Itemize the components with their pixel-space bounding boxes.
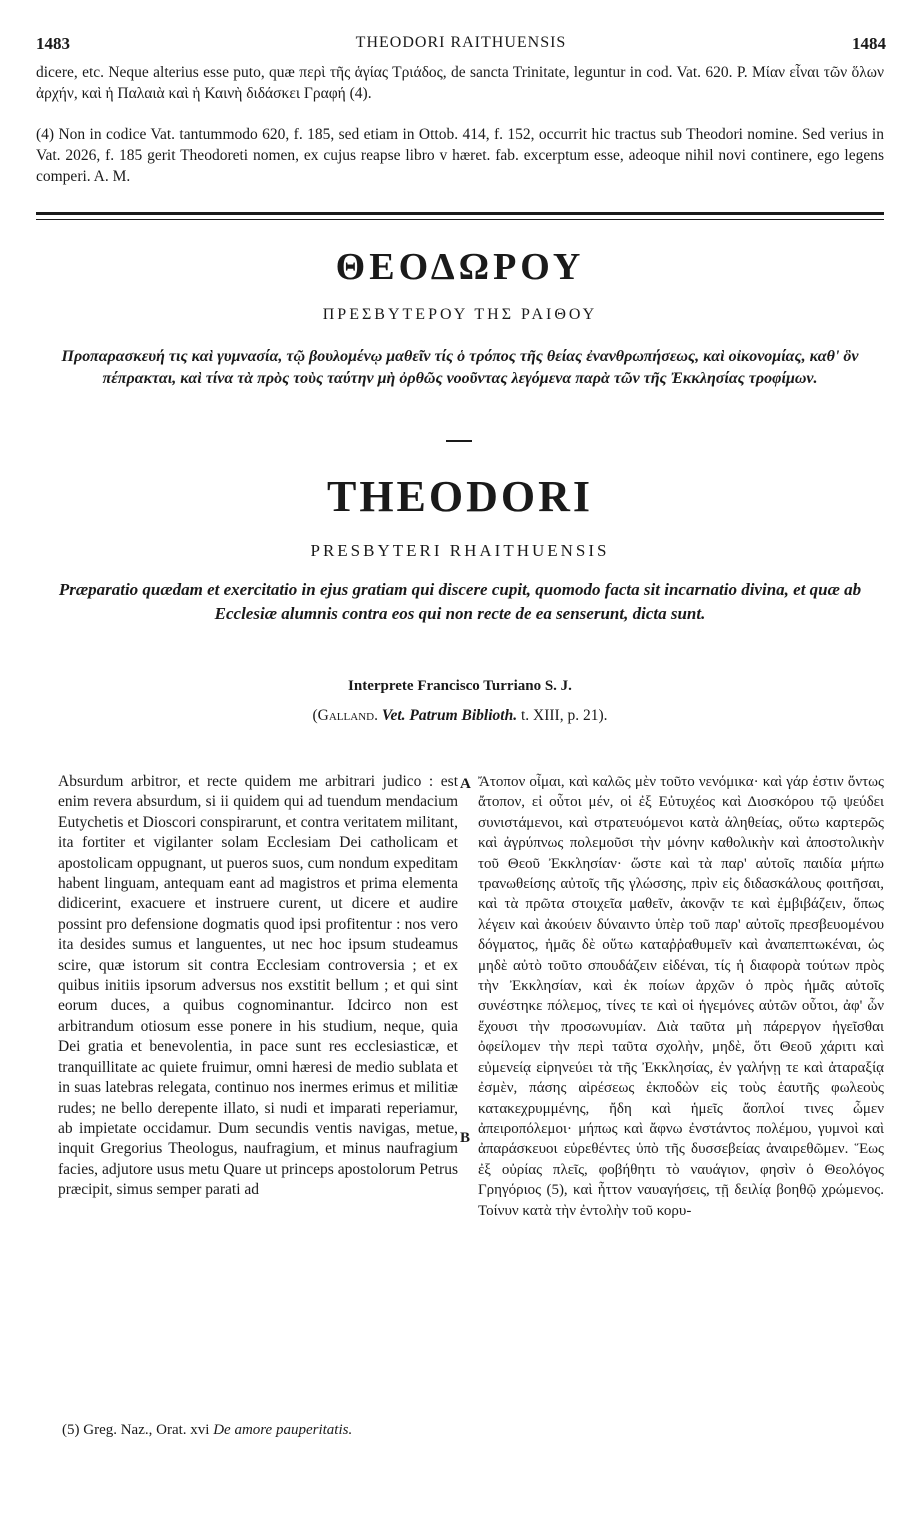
latin-title: THEODORI [326,472,594,521]
column-marker-a: A [460,776,471,792]
latin-column: Absurdum arbitror, et recte quidem me arbitrari judico : est enim revera absurdum, si ii quidem qui ad tuendum mendacium Eutychetis et Dioscori conspirarunt, et contra veritatem militant, ita fortiter et vigilanter solam Ecclesiam Dei catholicam et apostolicam oppugnant, ut pueros suos, cum nondum expeditam habent linguam, antequam eant ad magistros et prima elementa didicerint, exacuere et instruere curent, ut dicere et audire possint pro defensione dogmatis quod ipsi profitentur : nos vero ita desides sumus et languentes, ut nec hoc ipsum studeamus scire, quæ istorum sit contra Ecclesiam controversia ; et ex quibus initiis ipsorum adversus nos exstitit bellum ; et qui sint eorum duces, a quibus cognominantur. Idcirco non est arbitrandum otiosum esse ponere in his studium, neque, quia Dei gratia et benevolentia, in pace sunt res ecclesiasticæ, et tranquillitate ac quiete fruimur, omni hæresi de medio sublata et in suas latebras relegata, continuo nos inermes erimus et militiæ rudes; ne bello derepente illato, si nudi et imparati reperiamur, ab impietate occidamur. Dum secundis ventis navigas, metue, inquit Gregorius Theologus, naufragium, et minus naufragium facies, adjutore usus metu Quare ut princeps apostolorum Petrus præcipit, simus semper parati ad [58,773,458,1199]
footnote-text: (5) Greg. Naz., Orat. xvi [62,1422,210,1438]
section-divider-rule [36,212,884,220]
running-title: THEODORI RAITHUENSIS [355,34,567,51]
source-author: Galland. [317,707,378,724]
greek-title: ΘΕΟΔΩΡΟΥ [335,246,585,288]
source-citation: (Galland. Vet. Patrum Biblioth. t. XIII, p. 21). [312,707,608,724]
footnote-title: De amore pauperitatis. [213,1422,353,1438]
greek-description: Προπαρασκευή τις καὶ γυμνασία, τῷ βουλομένῳ μαθεῖν τίς ὁ τρόπος τῆς θείας ἐνανθρωπήσεως, καὶ οἰκονομίας, καθ' ὃν πέπρακται, καὶ τίνα τὰ πρὸς τοὺς ταύτην μὴ ὀρθῶς νοοῦντας λεγόμενα παρὰ τῶν τῆς Ἐκκλησίας τροφίμων. [61,348,859,387]
page-number-left: 1483 [36,34,70,53]
interpreter-line: Interprete Francisco Turriano S. J. [348,678,572,694]
column-marker-b: B [460,1130,471,1146]
previous-section-footnote: (4) Non in codice Vat. tantummodo 620, f. 185, sed etiam in Ottob. 414, f. 152, occurrit hic tractus sub Theodori nomine. Sed verius in Vat. 2026, f. 185 gerit Theodoreti nomen, ex cujus reapse libro v hæret. fab. excerptum esse, adeoque nihil novi continere, ego legens comperi. A. M. [36,126,884,185]
running-header [36,34,886,56]
source-ref: t. XIII, p. 21). [520,707,608,724]
greek-subtitle: ΠΡΕΣΒΥΤΕΡΟΥ ΤΗΣ ΡΑΙΘΟΥ [322,306,598,323]
latin-subtitle: PRESBYTERI RHAITHUENSIS [310,541,610,560]
heading-dash [446,440,472,442]
source-work: Vet. Patrum Biblioth. [381,707,518,724]
footnote [62,1420,662,1440]
greek-column: Ἄτοπον οἶμαι, καὶ καλῶς μὲν τοῦτο νενόμικα· καὶ γάρ ἐστιν ὄντως ἄτοπον, εἰ οὗτοι μέν, οἱ ἐξ Εὐτυχέος καὶ Διοσκόρου τῷ ψεύδει συνιστάμενοι, καὶ στρατευόμενοι κατὰ ἀληθείας, οὕτω καρτερῶς καὶ ἀγρύπνως πολεμοῦσι τὴν μόνην καθολικὴν καὶ ἀποστολικὴν τοῦ Θεοῦ Ἐκκλησίαν· ὥστε καὶ τὰ παρ' αὐτοῖς παιδία μήπω τρανωθείσης αὐτοῖς τῆς γλώσσης, πρὶν εἰς διδασκάλους φοιτῆσαι, καὶ τὰ πρῶτα στοιχεῖα μαθεῖν, ἀκονᾷν τε καὶ ἐμβιβάζειν, ὅπως λέγειν καὶ ἀκούειν δύναιντο ὑπὲρ τοῦ παρ' αὐτοῖς πρεσβευομένου δόγματος, ἡμᾶς δὲ οὕτω καταῤῥαθυμεῖν καὶ ἀναπεπτωκέναι, ὡς μηδὲ αὐτὸ τοῦτο σπουδάζειν εἰδέναι, τίς ἡ διαφορὰ τούτων πρὸς τὴν Ἐκκλησίαν, καὶ ἐκ ποίων ἀρχῶν ὁ πρὸς ἡμᾶς αὐτοῖς συνέστηκε πόλεμος, τίνες τε καὶ οἱ ἡγεμόνες αὐτῶν οὗτοι, ἀφ' ὧν ἔχουσι τὴν προσωνυμίαν. Διὰ ταῦτα μὴ πάρεργον ἡγεῖσθαι ὀφείλομεν τὴν περὶ ταῦτα σχολὴν, μηδὲ, ὅτι Θεοῦ χάριτι καὶ εὐμενείᾳ εἰρηνεύει τὰ τῆς Ἐκκλησίας, ἐν γαλήνῃ τε καὶ ἀταραξίᾳ ἐσμὲν, πάσης αἱρέσεως ἐκποδὼν εἰς τοὺς ἑαυτῆς φωλεοὺς κατακεχρυμμένης, ἤδη καὶ ἡμεῖς ἄοπλοί τινες ὦμεν ἀπειροπόλεμοι· μήπως καὶ ἄφνω ἐνστάντος πολέμου, γυμνοὶ καὶ ἀπαράσκευοι εὑρεθέντες ὑπὸ τῆς δυσσεβείας ἀναιρεθῶμεν. Ἕως ἐξ οὐρίας πλεῖς, φοβήθητι τὸ ναυάγιον, φησὶν ὁ Θεολόγος Γρηγόριος (5), καὶ ἧττον ναυαγήσεις, τῇ δειλίᾳ βοηθῷ χρώμενος. Τοίνυν κατὰ τὴν ἐντολὴν τοῦ κορυ- [478,774,884,1219]
page-number-right: 1484 [852,34,886,53]
previous-section-text: dicere, etc. Neque alterius esse puto, quæ περὶ τῆς ἁγίας Τριάδος, de sancta Trinitate, leguntur in cod. Vat. 620. P. Μίαν εἶναι τῶν ὅλων ἀρχήν, καὶ ἡ Παλαιὰ καὶ ἡ Καινὴ διδάσκει Γραφή (4). [36,64,884,102]
latin-description: Præparatio quædam et exercitatio in ejus gratiam qui discere cupit, quomodo facta sit incarnatio divina, et quæ ab Ecclesiæ alumnis contra eos qui non recte de ea senserunt, dicta sunt. [58,580,862,623]
